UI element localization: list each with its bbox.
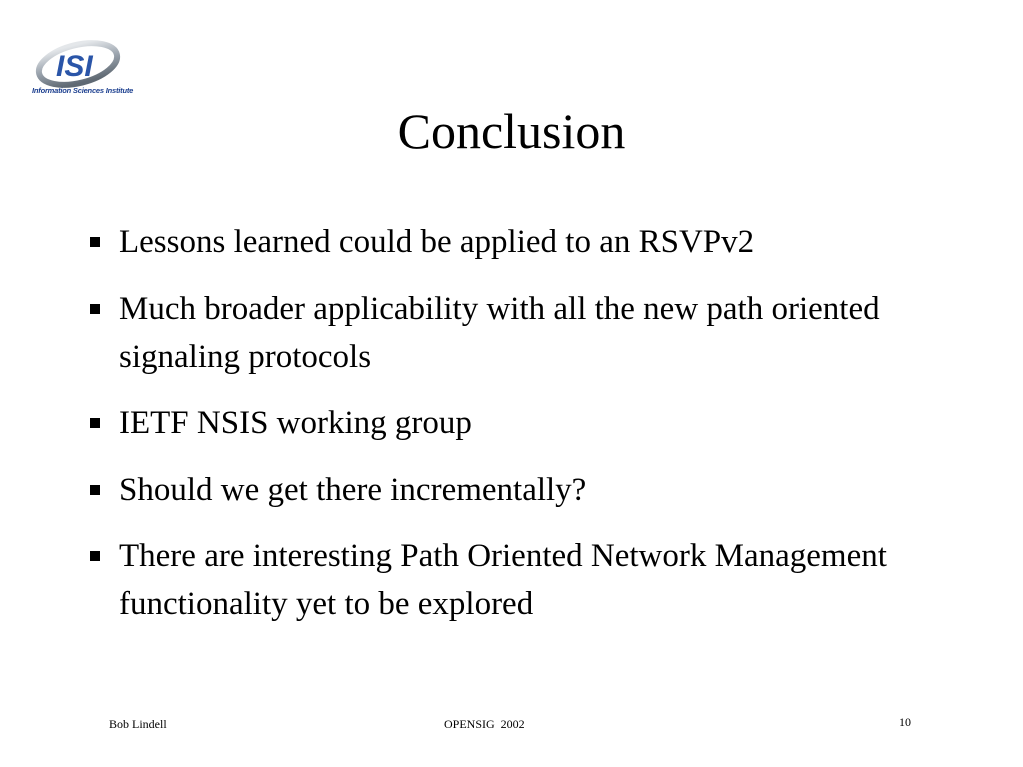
- bullet-item: [88, 399, 968, 447]
- bullet-item: [88, 466, 968, 514]
- square-bullet-icon: [90, 418, 100, 428]
- square-bullet-icon: [90, 237, 100, 247]
- isi-logo-mark: [32, 38, 128, 88]
- bullet-text: IETF NSIS working group: [119, 405, 472, 441]
- bullet-list: [88, 218, 968, 647]
- bullet-item: [88, 218, 968, 266]
- isi-logo-caption: Information Sciences Institute: [32, 86, 134, 95]
- footer-author: Bob Lindell: [109, 717, 167, 731]
- square-bullet-icon: [90, 485, 100, 495]
- bullet-item: [88, 532, 968, 628]
- slide-number: 10: [899, 715, 911, 729]
- bullet-text: There are interesting Path Oriented Network Management functionality yet to be explored: [119, 538, 887, 622]
- isi-logo-letters: ISI: [56, 50, 93, 83]
- footer-event: OPENSIG 2002: [444, 717, 525, 731]
- slide-title: Conclusion: [397, 103, 626, 159]
- bullet-text: Lessons learned could be applied to an RSVPv2: [119, 224, 755, 260]
- bullet-text: Should we get there incrementally?: [119, 471, 587, 508]
- square-bullet-icon: [90, 551, 100, 561]
- square-bullet-icon: [90, 304, 100, 314]
- bullet-text: Much broader applicability with all the new path oriented signaling protocols: [119, 290, 880, 375]
- bullet-item: [88, 285, 968, 381]
- isi-logo: [32, 38, 134, 100]
